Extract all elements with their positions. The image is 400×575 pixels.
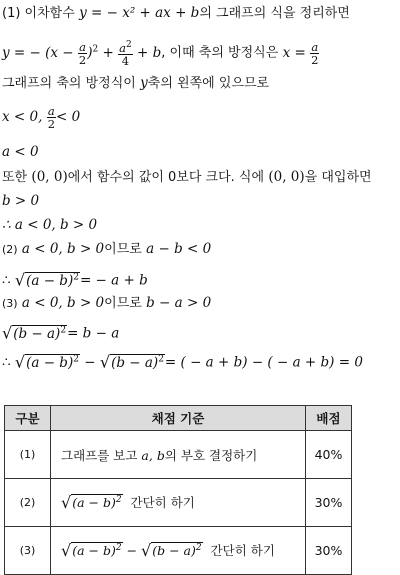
a-half-fraction: $\frac{a}{2}$ <box>47 104 56 131</box>
problem-3-line <box>2 294 398 313</box>
row1-text-a: 그래프를 보고 <box>61 447 138 463</box>
p2-mid-text: 이므로 <box>104 242 142 257</box>
therefore-symbol-3: ∴ <box>2 354 11 371</box>
row-criteria: $√(a - b)^2 - √(b - a)^2$ 간단히 하기 <box>51 527 306 575</box>
final-equation: = ( − a + b) − ( − a + b) = 0 <box>164 354 363 371</box>
row-criteria <box>51 431 306 479</box>
axis-condition-line <box>2 74 398 93</box>
row-criteria <box>51 479 306 527</box>
row-number: (3) <box>5 527 51 575</box>
header-criteria: 채점 기준 <box>51 406 306 431</box>
p3-condition: a < 0, b > 0 <box>21 295 105 311</box>
row2-sqrt: $√(a - b)^2$ <box>61 493 122 512</box>
row-score: 30% <box>306 479 352 527</box>
row1-math: a, b <box>141 447 165 463</box>
row3-sqrt-1: $√(a - b)^2$ <box>61 541 122 560</box>
b-positive: b > 0 <box>2 193 40 209</box>
origin-text-b: 에서 함수의 값이 0보다 크다. 식에 <box>67 170 265 185</box>
row-number: (1) <box>5 431 51 479</box>
vertex-form-suffix: , 이때 축의 방정식은 <box>161 45 279 61</box>
p3-result: = b − a <box>67 325 120 342</box>
origin-text-c: 을 대입하면 <box>304 170 372 185</box>
b-positive-line <box>2 192 398 210</box>
condition-line <box>2 100 398 134</box>
p1-intro-text: (1) 이차함수 <box>2 6 75 21</box>
cond-a-half: < 0 <box>56 109 81 125</box>
final-sqrt-1: $√(a - b)^2$ <box>14 352 79 372</box>
origin-point-1: (0, 0) <box>31 169 68 185</box>
sqrt-b-minus-a: $√(b - a)^2$ <box>2 323 67 343</box>
therefore-1: ∴ a < 0, b > 0 <box>2 217 98 233</box>
final-equation-line: ∴ $√(a - b)^2 - √(b - a)^2=$ ( − a + b) − ( − a + b) = 0 <box>2 348 398 370</box>
axis-equation: x = $\frac{a}{2}$ <box>282 39 319 67</box>
p3-inequality: b − a > 0 <box>146 295 212 311</box>
origin-line <box>2 168 398 187</box>
p3-result-line <box>2 319 398 341</box>
therefore-symbol-2: ∴ <box>2 272 11 289</box>
p2-condition: a < 0, b > 0 <box>21 241 105 257</box>
p3-mid-text: 이므로 <box>104 296 142 311</box>
therefore-1-line <box>2 216 398 234</box>
scoring-table <box>4 405 352 575</box>
sqrt-a-minus-b: $√(a - b)^2$ <box>14 270 79 290</box>
vertex-form-line <box>2 31 398 67</box>
row1-text-b: 의 부호 결정하기 <box>164 447 258 463</box>
final-sqrt-2: $√(b - a)^2$ <box>99 352 164 372</box>
table-row <box>5 479 352 527</box>
p2-result-line <box>2 266 398 288</box>
axis-condition-text-b: 축의 왼쪽에 있으므로 <box>147 76 270 91</box>
p1-function: y = − x² + ax + b <box>79 5 200 21</box>
row-number: (2) <box>5 479 51 527</box>
p1-rest-text: 의 그래프의 식을 정리하면 <box>199 6 350 21</box>
header-category: 구분 <box>5 406 51 431</box>
table-row <box>5 431 352 479</box>
a-negative-line <box>2 143 398 161</box>
a-negative: a < 0 <box>2 144 39 160</box>
table-row <box>5 527 352 575</box>
axis-y-symbol: y <box>140 75 148 91</box>
origin-point-2: (0, 0) <box>268 169 305 185</box>
cond-x: x < 0, <box>2 109 43 125</box>
axis-condition-text-a: 그래프의 축의 방정식이 <box>2 76 136 91</box>
vertex-form-equation: y = − (x − $\frac{a}{2}$ )$^2$ + $\frac{a^2}{4}$ + b <box>2 39 162 68</box>
p2-inequality: a − b < 0 <box>146 241 212 257</box>
p3-intro: (3) <box>2 297 18 310</box>
header-score: 배점 <box>306 406 352 431</box>
row3-text: 간단히 하기 <box>210 543 275 558</box>
p2-result: = − a + b <box>79 272 148 289</box>
row-score: 30% <box>306 527 352 575</box>
p2-intro: (2) <box>2 243 18 256</box>
row-score: 40% <box>306 431 352 479</box>
row2-text: 간단히 하기 <box>130 495 195 510</box>
problem-2-line <box>2 240 398 259</box>
table-header-row <box>5 406 352 431</box>
problem-1-intro <box>2 4 398 23</box>
origin-text-a: 또한 <box>2 170 28 185</box>
row3-sqrt-2: $√(b - a)^2$ <box>141 541 202 560</box>
